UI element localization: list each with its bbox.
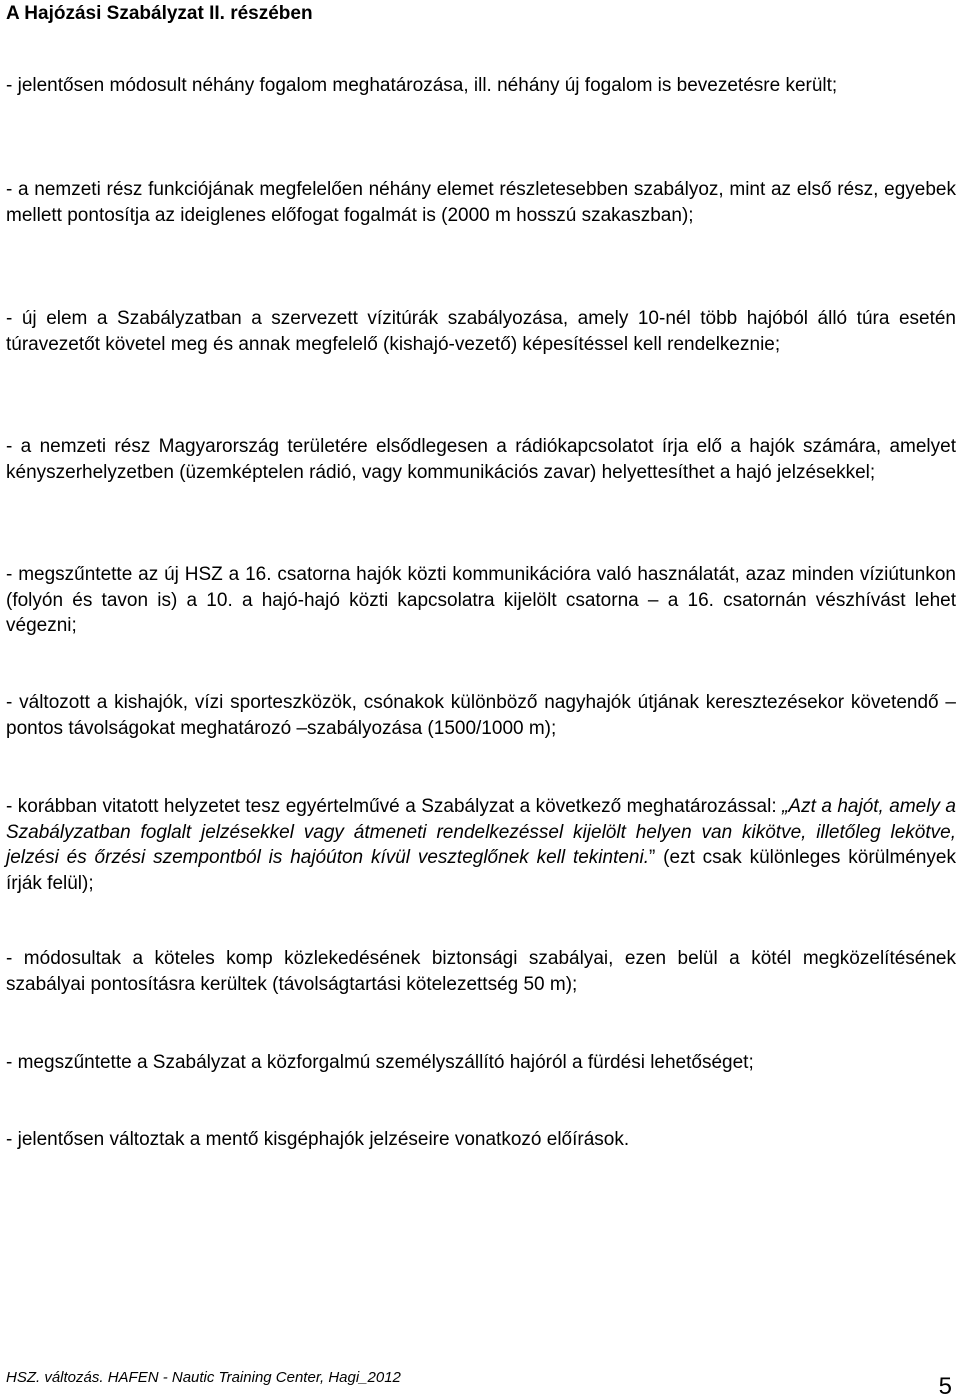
paragraph-5: - megszűntette az új HSZ a 16. csatorna hajók közti kommunikációra való használatát, azaz minden víziútunkon (folyón és tavon is) a 10. a hajó-hajó közti kapcsolatra kijelölt csatorna – a 16. csatornán vészhívást lehet végezni; [6, 564, 956, 636]
paragraph-7 [6, 794, 956, 896]
paragraph-7-intro: - korábban vitatott helyzetet tesz egyértelművé a Szabályzat a következő meghatározással: [6, 796, 783, 817]
paragraph-2: - a nemzeti rész funkciójának megfelelően néhány elemet részletesebben szabályoz, mint az első rész, egyebek mellett pontosítja az ideiglenes előfogat fogalmát is (2000 m hosszú szakaszban); [6, 179, 956, 226]
paragraph-7-quote: „Azt a hajót, amely a Szabályzatban foglalt jelzésekkel vagy átmeneti rendelkezéssel kijelölt helyen van kikötve, illetőleg lekötve, jelzési és őrzési szempontból is hajóúton kívül veszteglőnek kell tekinteni. [6, 796, 956, 868]
document-title: A Hajózási Szabályzat II. részében [6, 3, 313, 24]
page-footer: HSZ. változás. HAFEN - Nautic Training Center, Hagi_2012 [6, 1369, 401, 1386]
paragraph-3: - új elem a Szabályzatban a szervezett vízitúrák szabályozása, amely 10-nél több hajóból álló túra esetén túravezetőt követel meg és annak megfelelő (kishajó-vezető) képesítéssel kell rendelkeznie; [6, 308, 956, 355]
paragraph-4: - a nemzeti rész Magyarország területére elsődlegesen a rádiókapcsolatot írja elő a hajók számára, amelyet kényszerhelyzetben (üzemképtelen rádió, vagy kommunikációs zavar) helyettesíthet a hajó jelzésekkel; [6, 436, 956, 483]
paragraph-6: - változott a kishajók, vízi sporteszközök, csónakok különböző nagyhajók útjának keresztezésekor követendő – pontos távolságokat meghatározó –szabályozása (1500/1000 m); [6, 692, 956, 739]
paragraph-8: - módosultak a köteles komp közlekedésének biztonsági szabályai, ezen belül a kötél megközelítésének szabályai pontosításra kerültek (távolságtartási kötelezettség 50 m); [6, 948, 956, 995]
paragraph-7-outro: ” (ezt csak különleges körülmények írják felül); [6, 847, 956, 894]
paragraph-9: - megszűntette a Szabályzat a közforgalmú személyszállító hajóról a fürdési lehetőséget; [6, 1052, 754, 1073]
paragraph-10: - jelentősen változtak a mentő kisgéphajók jelzéseire vonatkozó előírások. [6, 1129, 630, 1150]
paragraph-1: - jelentősen módosult néhány fogalom meghatározása, ill. néhány új fogalom is bevezetésre került; [6, 75, 838, 96]
page-number: 5 [938, 1373, 952, 1400]
